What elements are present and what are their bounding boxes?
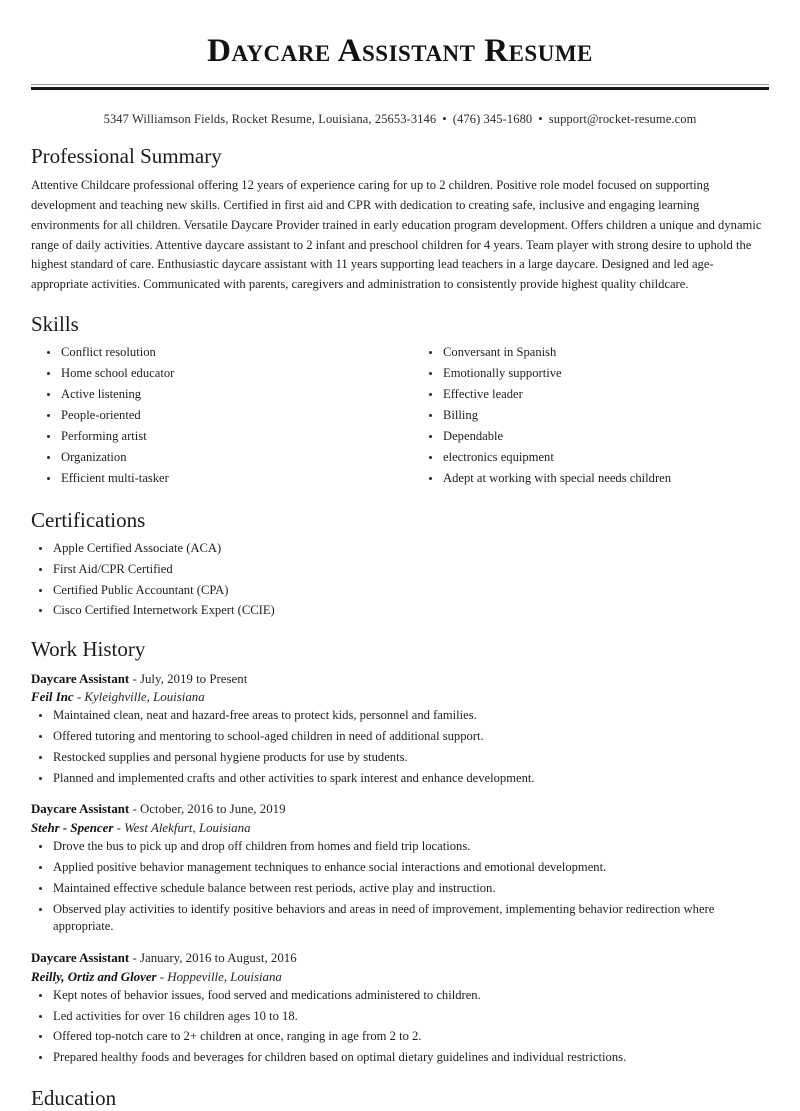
skill-item: Adept at working with special needs children [421, 470, 769, 488]
summary-heading: Professional Summary [31, 143, 222, 168]
job-bullet-item: Kept notes of behavior issues, food served and medications administered to children. [31, 987, 769, 1005]
job-bullet-item: Restocked supplies and personal hygiene products for use by students. [31, 749, 769, 767]
job-bullet-item: Offered top-notch care to 2+ children at once, ranging in age from 2 to 2. [31, 1028, 769, 1046]
job-title-line [31, 670, 769, 689]
section-skills [31, 311, 769, 490]
work-history-entry [31, 949, 769, 1067]
summary-text: Attentive Childcare professional offering 12 years of experience caring for up to 2 children. Positive role model focused on supporting development and teaching new skills. Certified in first aid and CPR with dedication to creating safe, inclusive and engaging learning environments for all children. Versatile Daycare Provider trained in early education program development. Offers children a unique and dynamic range of daily activities. Attentive daycare assistant to 2 infant and preschool children for 4 years. Team player with strong desire to uphold the highest standard of care. Enthusiastic daycare assistant with 11 years supporting lead teachers in a large daycare. Designed and led age-appropriate activities. Communicated with parents, caregivers and administration to consistently provide highest quality childcare. [31, 177, 762, 292]
job-location: - West Alekfurt, Louisiana [113, 821, 251, 836]
skill-item: Active listening [39, 386, 404, 404]
skill-item: Billing [421, 407, 769, 425]
job-location: - Hoppeville, Louisiana [156, 969, 282, 984]
skill-item: Dependable [421, 428, 769, 446]
job-bullet-item: Maintained effective schedule balance between rest periods, active play and instruction. [31, 880, 769, 898]
job-company-line [31, 688, 769, 707]
skill-item: People-oriented [39, 407, 404, 425]
education-heading: Education [31, 1086, 117, 1111]
job-bullets [31, 838, 769, 936]
contact-info [31, 112, 769, 127]
skill-item: electronics equipment [421, 449, 769, 467]
job-bullet-item: Offered tutoring and mentoring to school-aged children in need of additional support. [31, 728, 769, 746]
skill-item: Performing artist [39, 428, 404, 446]
skill-item: Home school educator [39, 365, 404, 383]
work-history-jobs [31, 670, 769, 1068]
certification-item: Apple Certified Associate (ACA) [31, 540, 769, 558]
skill-item: Effective leader [421, 386, 769, 404]
skills-columns [39, 344, 769, 490]
section-education [31, 1085, 769, 1111]
skill-item: Efficient multi-tasker [39, 470, 404, 488]
job-location: - Kyleighville, Louisiana [73, 690, 205, 705]
job-dates: - July, 2019 to Present [129, 671, 248, 686]
job-company: Reilly, Ortiz and Glover [31, 969, 157, 984]
job-company: Stehr - Spencer [31, 821, 114, 836]
job-title: Daycare Assistant [31, 671, 130, 686]
job-bullets [31, 987, 769, 1068]
job-bullet-item: Led activities for over 16 children ages 10 to 18. [31, 1008, 769, 1026]
section-professional-summary [31, 143, 769, 296]
job-bullet-item: Observed play activities to identify positive behaviors and areas in need of improvement, implementing behavior redirection where appropriate. [31, 901, 769, 937]
job-company-line [31, 819, 769, 838]
job-bullet-item: Prepared healthy foods and beverages for children based on optimal dietary guidelines and individual restrictions. [31, 1049, 769, 1067]
job-bullet-item: Planned and implemented crafts and other activities to spark interest and enhance development. [31, 770, 769, 788]
section-certifications [31, 507, 769, 621]
job-bullet-item: Maintained clean, neat and hazard-free areas to protect kids, personnel and families. [31, 707, 769, 725]
job-company: Feil Inc [31, 690, 74, 705]
certifications-heading: Certifications [31, 507, 146, 532]
certification-item: Certified Public Accountant (CPA) [31, 582, 769, 600]
contact-separator-2: • [538, 111, 543, 126]
job-title-line [31, 800, 769, 819]
job-bullet-item: Applied positive behavior management techniques to enhance social interactions and emotional development. [31, 859, 769, 877]
certification-item: Cisco Certified Internetwork Expert (CCIE) [31, 602, 769, 620]
certification-item: First Aid/CPR Certified [31, 561, 769, 579]
contact-phone: (476) 345-1680 [452, 111, 533, 126]
section-work-history [31, 636, 769, 1067]
page-title: Daycare Assistant Resume [207, 33, 593, 69]
job-title-line [31, 949, 769, 968]
skill-item: Organization [39, 449, 404, 467]
job-dates: - October, 2016 to June, 2019 [129, 802, 286, 817]
skill-item: Emotionally supportive [421, 365, 769, 383]
job-title: Daycare Assistant [31, 951, 130, 966]
skill-item: Conflict resolution [39, 344, 404, 362]
job-title: Daycare Assistant [31, 802, 130, 817]
contact-separator-1: • [442, 111, 447, 126]
contact-address: 5347 Williamson Fields, Rocket Resume, Louisiana, 25653-3146 [103, 111, 437, 126]
job-dates: - January, 2016 to August, 2016 [129, 951, 297, 966]
certifications-list [31, 540, 769, 621]
header-divider [31, 84, 769, 90]
work-history-entry [31, 670, 769, 788]
work-history-heading: Work History [31, 637, 146, 662]
job-company-line [31, 968, 769, 987]
skills-right-column [404, 344, 769, 490]
skill-item: Conversant in Spanish [421, 344, 769, 362]
job-bullet-item: Drove the bus to pick up and drop off children from homes and field trip locations. [31, 838, 769, 856]
work-history-entry [31, 800, 769, 936]
job-bullets [31, 707, 769, 788]
header-divider-thick [31, 87, 769, 90]
skills-left-column [39, 344, 404, 490]
skills-heading: Skills [31, 312, 79, 337]
contact-email[interactable]: support@rocket-resume.com [548, 111, 697, 126]
